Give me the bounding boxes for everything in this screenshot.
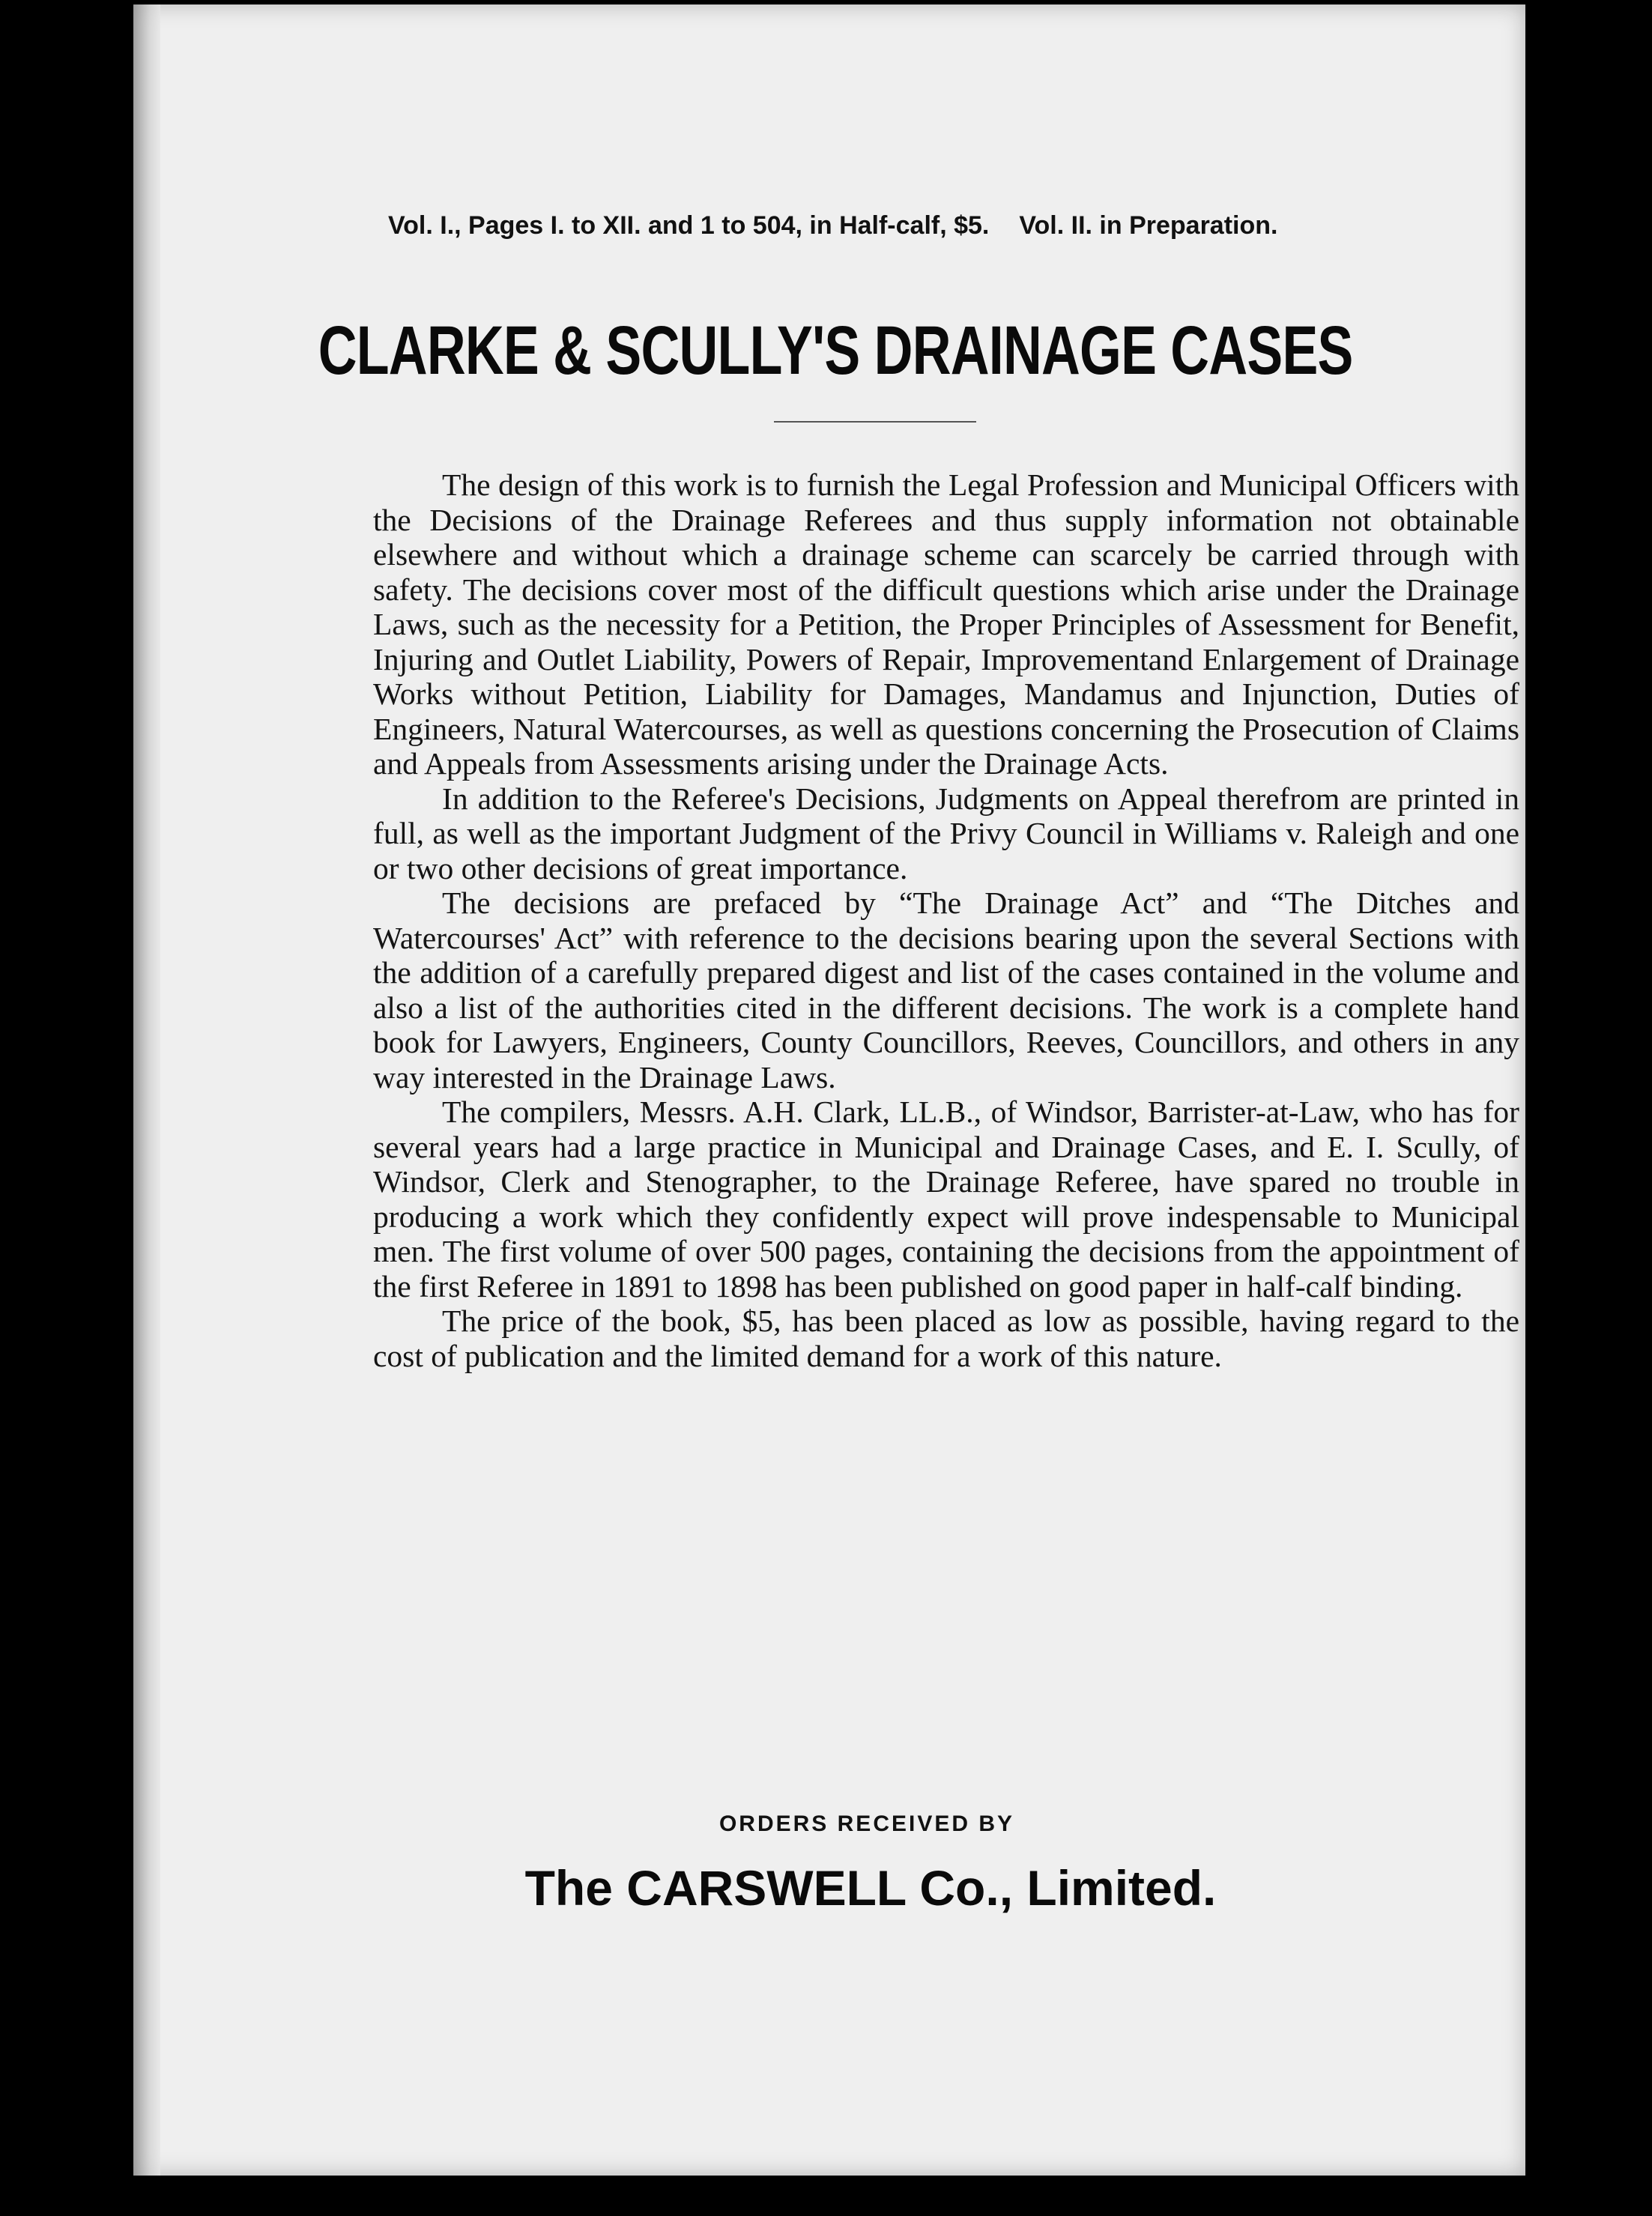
volume-info-line	[388, 211, 1527, 240]
page-title: CLARKE & SCULLY'S DRAINAGE CASES	[318, 312, 1353, 389]
advertisement-body	[373, 467, 1519, 1373]
orders-received-line: ORDERS RECEIVED BY	[718, 1811, 1015, 1836]
publisher-name: The CARSWELL Co., Limited.	[524, 1860, 1217, 1916]
paragraph-preface: The decisions are prefaced by “The Drainage Act” and “The Ditches and Watercourses' Act” with reference to the decisions bearing upon the several Sections with the addition of a carefully prepared digest and list of the cases contained in the volume and also a list of the authorities cited in the different decisions. The work is a complete hand book for Lawyers, Engineers, County Councillors, Reeves, Councillors, and others in any way interested in the Drainage Laws.	[373, 886, 1519, 1095]
book-page	[133, 4, 1525, 2176]
volume-info-right: Vol. II. in Preparation.	[1019, 211, 1278, 240]
volume-info-left: Vol. I., Pages I. to XII. and 1 to 504, in Half-calf, $5.	[388, 211, 990, 240]
paragraph-judgments: In addition to the Referee's Decisions, Judgments on Appeal therefrom are printed in full, as well as the important Judgment of the Privy Council in Williams v. Raleigh and one or two other decisions of great importance.	[373, 781, 1519, 886]
page-content	[133, 4, 1525, 2176]
title-divider	[774, 421, 976, 423]
paragraph-compilers: The compilers, Messrs. A.H. Clark, LL.B., of Windsor, Barrister-at-Law, who has for several years had a large practice in Municipal and Drainage Cases, and E. I. Scully, of Windsor, Clerk and Stenographer, to the Drainage Referee, have spared no trouble in producing a work which they confidently expect will prove indespensable to Municipal men. The first volume of over 500 pages, containing the decisions from the appointment of the first Referee in 1891 to 1898 has been published on good paper in half-calf binding.	[373, 1095, 1519, 1304]
paragraph-design: The design of this work is to furnish the Legal Profession and Municipal Officers with the Decisions of the Drainage Referees and thus supply information not obtainable elsewhere and without which a drainage scheme can scarcely be carried through with safety. The decisions cover most of the difficult questions which arise under the Drainage Laws, such as the necessity for a Petition, the Proper Principles of Assessment for Benefit, Injuring and Outlet Liability, Powers of Repair, Improvementand Enlargement of Drainage Works without Petition, Liability for Damages, Mandamus and Injunction, Duties of Engineers, Natural Watercourses, as well as questions concerning the Prosecution of Claims and Appeals from Assessments arising under the Drainage Acts.	[373, 467, 1519, 781]
paragraph-price: The price of the book, $5, has been placed as low as possible, having regard to the cost of publication and the limited demand for a work of this nature.	[373, 1304, 1519, 1373]
